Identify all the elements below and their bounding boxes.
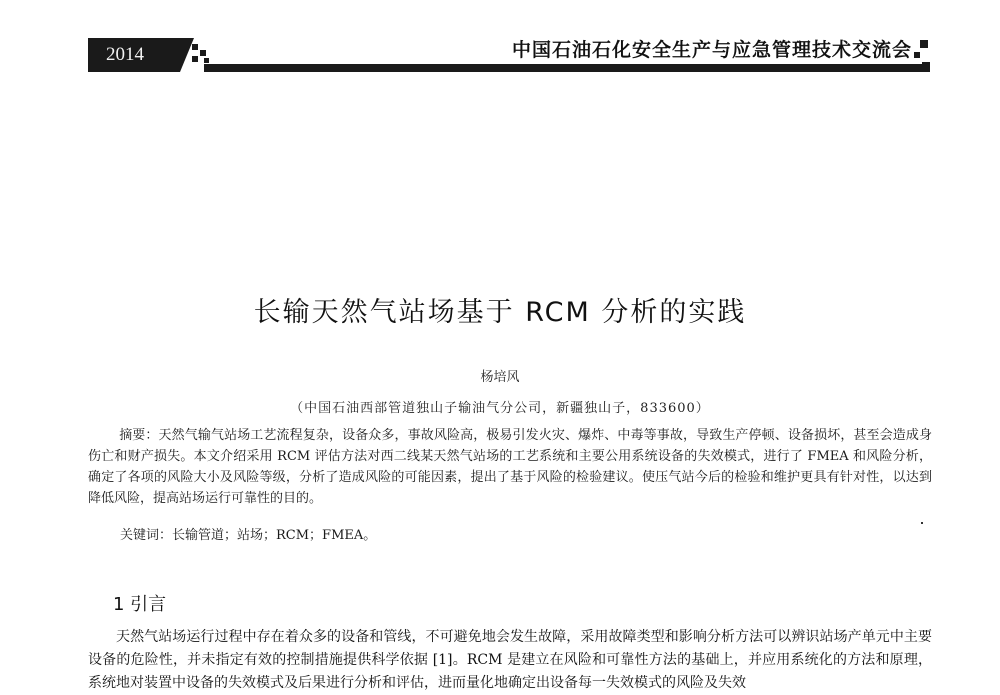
conference-title: 中国石油石化安全生产与应急管理技术交流会 xyxy=(511,39,912,61)
abstract xyxy=(88,425,932,509)
scan-speck xyxy=(921,522,923,524)
header-dots-left-icon xyxy=(192,44,212,66)
section-heading: 1 引言 xyxy=(113,594,167,615)
body-paragraph: 天然气站场运行过程中存在着众多的设备和管线，不可避免地会发生故障，采用故障类型和影响分析方法可以辨识站场产单元中主要设备的危险性，并未指定有效的控制措施提供科学依据 [1]。RCM 是建立在风险和可靠性方法的基础上，并应用系统化的方法和原理，系统地对装置中设备的失效模式及后果进行分析和评估，进而量化地确定出设备每一失效模式的风险及失效 xyxy=(88,629,932,691)
affiliation: （中国石油西部管道独山子输油气分公司，新疆独山子，833600） xyxy=(290,401,710,416)
running-header xyxy=(88,38,930,72)
header-dots-right-icon xyxy=(914,40,930,72)
keywords: 关键词：长输管道；站场；RCM；FMEA。 xyxy=(120,528,377,543)
header-rule xyxy=(204,64,924,72)
header-year: 2014 xyxy=(88,38,180,72)
paper-title: 长输天然气站场基于 RCM 分析的实践 xyxy=(253,297,747,328)
abstract-text: 摘要：天然气输气站场工艺流程复杂，设备众多，事故风险高，极易引发火灾、爆炸、中毒等事故，导致生产停顿、设备损坏，甚至会造成身伤亡和财产损失。本文介绍采用 RCM 评估方法对西二线某天然气站场的工艺系统和主要公用系统设备的失效模式，进行了 FMEA 和风险分析，确定了各项的风险大小及风险等级，分析了造成风险的可能因素，提出了基于风险的检验建议。使压气站今后的检验和维护更具有针对性，以达到降低风险，提高站场运行可靠性的目的。 xyxy=(88,428,932,506)
author: 杨培风 xyxy=(480,370,520,385)
body-text xyxy=(88,626,932,695)
